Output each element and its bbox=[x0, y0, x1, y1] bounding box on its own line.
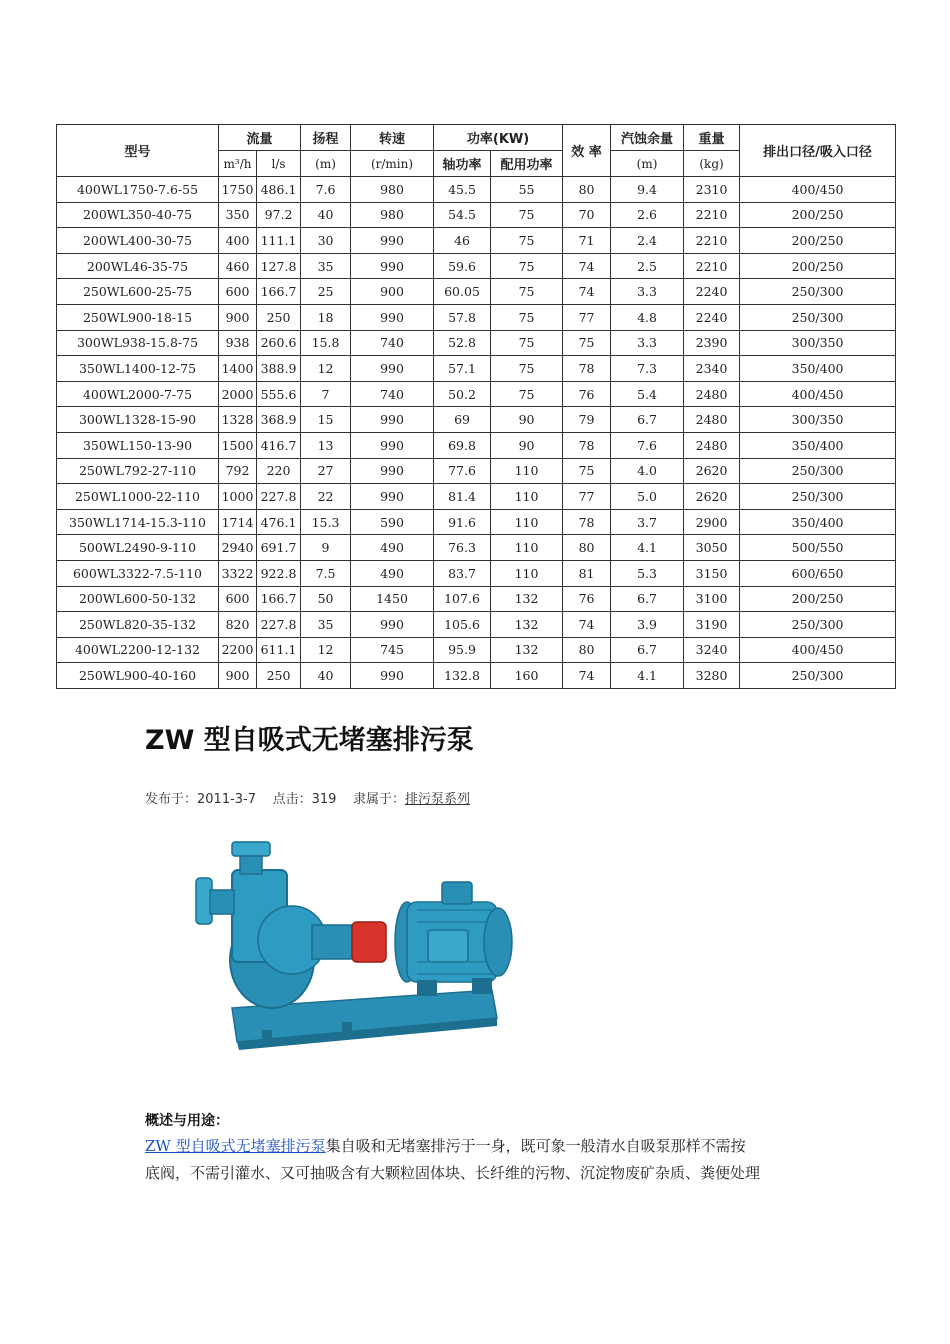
table-cell: 486.1 bbox=[257, 177, 301, 203]
table-cell: 107.6 bbox=[434, 586, 491, 612]
table-cell: 2390 bbox=[684, 330, 740, 356]
table-cell: 81 bbox=[563, 560, 611, 586]
table-cell: 3190 bbox=[684, 612, 740, 638]
table-cell: 250WL1000-22-110 bbox=[57, 484, 219, 510]
table-cell: 250 bbox=[257, 304, 301, 330]
table-cell: 416.7 bbox=[257, 432, 301, 458]
table-cell: 2240 bbox=[684, 304, 740, 330]
table-cell: 3.9 bbox=[611, 612, 684, 638]
table-cell: 57.1 bbox=[434, 356, 491, 382]
table-cell: 3.3 bbox=[611, 330, 684, 356]
table-cell: 590 bbox=[351, 509, 434, 535]
table-cell: 400 bbox=[219, 228, 257, 254]
table-cell: 70 bbox=[563, 202, 611, 228]
table-cell: 95.9 bbox=[434, 637, 491, 663]
table-cell: 2310 bbox=[684, 177, 740, 203]
table-row bbox=[57, 202, 896, 228]
table-cell: 50.2 bbox=[434, 381, 491, 407]
table-cell: 79 bbox=[563, 407, 611, 433]
table-cell: 22 bbox=[301, 484, 351, 510]
table-cell: 166.7 bbox=[257, 586, 301, 612]
table-cell: 460 bbox=[219, 253, 257, 279]
table-cell: 980 bbox=[351, 177, 434, 203]
table-cell: 2240 bbox=[684, 279, 740, 305]
header-speed: 转速 bbox=[351, 125, 434, 151]
table-cell: 250/300 bbox=[740, 304, 896, 330]
table-cell: 400/450 bbox=[740, 637, 896, 663]
table-cell: 745 bbox=[351, 637, 434, 663]
table-cell: 75 bbox=[491, 356, 563, 382]
table-cell: 57.8 bbox=[434, 304, 491, 330]
header-npsh-unit: (m) bbox=[611, 151, 684, 177]
table-cell: 3.3 bbox=[611, 279, 684, 305]
table-cell: 27 bbox=[301, 458, 351, 484]
table-cell: 400/450 bbox=[740, 177, 896, 203]
table-cell: 74 bbox=[563, 663, 611, 689]
table-cell: 500WL2490-9-110 bbox=[57, 535, 219, 561]
table-cell: 300/350 bbox=[740, 330, 896, 356]
table-cell: 91.6 bbox=[434, 509, 491, 535]
table-cell: 490 bbox=[351, 560, 434, 586]
table-cell: 3322 bbox=[219, 560, 257, 586]
table-cell: 5.0 bbox=[611, 484, 684, 510]
table-cell: 81.4 bbox=[434, 484, 491, 510]
table-cell: 52.8 bbox=[434, 330, 491, 356]
table-cell: 792 bbox=[219, 458, 257, 484]
table-cell: 50 bbox=[301, 586, 351, 612]
table-cell: 350WL1714-15.3-110 bbox=[57, 509, 219, 535]
header-flow-unit-ls: l/s bbox=[257, 151, 301, 177]
table-cell: 2620 bbox=[684, 458, 740, 484]
table-cell: 250/300 bbox=[740, 663, 896, 689]
header-shaft-power: 轴功率 bbox=[434, 151, 491, 177]
table-cell: 990 bbox=[351, 304, 434, 330]
table-cell: 75 bbox=[491, 304, 563, 330]
table-cell: 250WL600-25-75 bbox=[57, 279, 219, 305]
table-row bbox=[57, 509, 896, 535]
table-cell: 7.6 bbox=[301, 177, 351, 203]
table-cell: 54.5 bbox=[434, 202, 491, 228]
table-cell: 110 bbox=[491, 458, 563, 484]
table-cell: 75 bbox=[491, 279, 563, 305]
table-cell: 3100 bbox=[684, 586, 740, 612]
table-cell: 350/400 bbox=[740, 509, 896, 535]
table-row bbox=[57, 279, 896, 305]
table-cell: 740 bbox=[351, 381, 434, 407]
table-cell: 1714 bbox=[219, 509, 257, 535]
table-cell: 77.6 bbox=[434, 458, 491, 484]
table-cell: 555.6 bbox=[257, 381, 301, 407]
table-cell: 2.6 bbox=[611, 202, 684, 228]
table-cell: 990 bbox=[351, 407, 434, 433]
table-row bbox=[57, 304, 896, 330]
table-cell: 75 bbox=[563, 330, 611, 356]
table-cell: 900 bbox=[219, 304, 257, 330]
table-cell: 740 bbox=[351, 330, 434, 356]
table-cell: 200WL46-35-75 bbox=[57, 253, 219, 279]
table-row bbox=[57, 253, 896, 279]
table-cell: 400WL2200-12-132 bbox=[57, 637, 219, 663]
table-cell: 90 bbox=[491, 407, 563, 433]
table-row bbox=[57, 586, 896, 612]
table-cell: 13 bbox=[301, 432, 351, 458]
table-cell: 250WL900-18-15 bbox=[57, 304, 219, 330]
table-row bbox=[57, 177, 896, 203]
table-cell: 77 bbox=[563, 304, 611, 330]
table-cell: 990 bbox=[351, 432, 434, 458]
table-cell: 388.9 bbox=[257, 356, 301, 382]
overview-paragraph bbox=[145, 1133, 825, 1187]
table-cell: 350WL150-13-90 bbox=[57, 432, 219, 458]
table-cell: 990 bbox=[351, 228, 434, 254]
table-cell: 160 bbox=[491, 663, 563, 689]
table-cell: 250/300 bbox=[740, 279, 896, 305]
table-cell: 2000 bbox=[219, 381, 257, 407]
table-cell: 110 bbox=[491, 509, 563, 535]
header-weight-unit: (kg) bbox=[684, 151, 740, 177]
table-cell: 80 bbox=[563, 535, 611, 561]
table-cell: 2210 bbox=[684, 228, 740, 254]
table-cell: 12 bbox=[301, 637, 351, 663]
table-cell: 74 bbox=[563, 279, 611, 305]
table-row bbox=[57, 432, 896, 458]
table-cell: 350 bbox=[219, 202, 257, 228]
table-cell: 2480 bbox=[684, 381, 740, 407]
table-cell: 80 bbox=[563, 177, 611, 203]
table-cell: 7.6 bbox=[611, 432, 684, 458]
header-head: 扬程 bbox=[301, 125, 351, 151]
table-cell: 75 bbox=[491, 228, 563, 254]
table-cell: 250WL900-40-160 bbox=[57, 663, 219, 689]
table-cell: 7.5 bbox=[301, 560, 351, 586]
table-row bbox=[57, 458, 896, 484]
table-cell: 1400 bbox=[219, 356, 257, 382]
table-cell: 6.7 bbox=[611, 637, 684, 663]
table-cell: 250/300 bbox=[740, 484, 896, 510]
table-cell: 25 bbox=[301, 279, 351, 305]
table-cell: 40 bbox=[301, 202, 351, 228]
table-cell: 980 bbox=[351, 202, 434, 228]
table-cell: 59.6 bbox=[434, 253, 491, 279]
table-cell: 250/300 bbox=[740, 612, 896, 638]
table-row bbox=[57, 381, 896, 407]
table-cell: 250WL820-35-132 bbox=[57, 612, 219, 638]
table-cell: 300WL938-15.8-75 bbox=[57, 330, 219, 356]
table-body bbox=[57, 177, 896, 689]
table-cell: 350/400 bbox=[740, 356, 896, 382]
table-cell: 990 bbox=[351, 484, 434, 510]
table-cell: 250WL792-27-110 bbox=[57, 458, 219, 484]
table-cell: 55 bbox=[491, 177, 563, 203]
table-cell: 1000 bbox=[219, 484, 257, 510]
table-cell: 1328 bbox=[219, 407, 257, 433]
table-cell: 76 bbox=[563, 381, 611, 407]
table-cell: 400WL1750-7.6-55 bbox=[57, 177, 219, 203]
header-diameter: 排出口径/吸入口径 bbox=[740, 125, 896, 177]
table-cell: 76 bbox=[563, 586, 611, 612]
table-cell: 938 bbox=[219, 330, 257, 356]
table-cell: 600 bbox=[219, 586, 257, 612]
table-cell: 200/250 bbox=[740, 228, 896, 254]
table-cell: 500/550 bbox=[740, 535, 896, 561]
table-cell: 3150 bbox=[684, 560, 740, 586]
table-row bbox=[57, 535, 896, 561]
table-cell: 83.7 bbox=[434, 560, 491, 586]
table-row bbox=[57, 330, 896, 356]
table-cell: 4.1 bbox=[611, 535, 684, 561]
published-date: 2011-3-7 bbox=[197, 792, 257, 807]
table-cell: 200WL350-40-75 bbox=[57, 202, 219, 228]
table-cell: 200/250 bbox=[740, 586, 896, 612]
table-cell: 6.7 bbox=[611, 586, 684, 612]
paragraph-line-2: 底阀，不需引灌水、又可抽吸含有大颗粒固体块、长纤维的污物、沉淀物废矿杂质、粪便处理 bbox=[145, 1164, 761, 1182]
table-cell: 4.8 bbox=[611, 304, 684, 330]
table-cell: 35 bbox=[301, 253, 351, 279]
table-cell: 75 bbox=[563, 458, 611, 484]
table-cell: 35 bbox=[301, 612, 351, 638]
table-cell: 75 bbox=[491, 202, 563, 228]
table-cell: 111.1 bbox=[257, 228, 301, 254]
table-cell: 71 bbox=[563, 228, 611, 254]
table-cell: 2900 bbox=[684, 509, 740, 535]
table-cell: 3050 bbox=[684, 535, 740, 561]
table-cell: 105.6 bbox=[434, 612, 491, 638]
table-cell: 78 bbox=[563, 432, 611, 458]
table-cell: 80 bbox=[563, 637, 611, 663]
table-cell: 300/350 bbox=[740, 407, 896, 433]
table-cell: 990 bbox=[351, 458, 434, 484]
table-cell: 77 bbox=[563, 484, 611, 510]
category-link[interactable]: 排污泵系列 bbox=[404, 792, 470, 807]
table-cell: 820 bbox=[219, 612, 257, 638]
table-cell: 2.5 bbox=[611, 253, 684, 279]
table-row bbox=[57, 663, 896, 689]
table-cell: 9.4 bbox=[611, 177, 684, 203]
clicks-count: 319 bbox=[311, 792, 337, 807]
header-flow-unit-m3h: m³/h bbox=[219, 151, 257, 177]
table-cell: 45.5 bbox=[434, 177, 491, 203]
header-weight: 重量 bbox=[684, 125, 740, 151]
overview-heading: 概述与用途： bbox=[145, 1113, 229, 1129]
table-cell: 90 bbox=[491, 432, 563, 458]
table-cell: 40 bbox=[301, 663, 351, 689]
table-cell: 46 bbox=[434, 228, 491, 254]
table-row bbox=[57, 356, 896, 382]
table-cell: 5.4 bbox=[611, 381, 684, 407]
header-motor-power: 配用功率 bbox=[491, 151, 563, 177]
clicks-label: 点击： bbox=[272, 792, 312, 807]
table-row bbox=[57, 612, 896, 638]
table-cell: 69 bbox=[434, 407, 491, 433]
product-link[interactable]: ZW 型自吸式无堵塞排污泵 bbox=[145, 1137, 326, 1155]
table-cell: 600WL3322-7.5-110 bbox=[57, 560, 219, 586]
table-cell: 2210 bbox=[684, 253, 740, 279]
table-row bbox=[57, 484, 896, 510]
table-cell: 78 bbox=[563, 509, 611, 535]
pump-product-image bbox=[192, 830, 522, 1060]
table-row bbox=[57, 637, 896, 663]
table-cell: 227.8 bbox=[257, 484, 301, 510]
table-cell: 200WL600-50-132 bbox=[57, 586, 219, 612]
table-cell: 76.3 bbox=[434, 535, 491, 561]
table-cell: 132.8 bbox=[434, 663, 491, 689]
table-cell: 1450 bbox=[351, 586, 434, 612]
table-cell: 490 bbox=[351, 535, 434, 561]
table-cell: 110 bbox=[491, 484, 563, 510]
header-speed-unit: (r/min) bbox=[351, 151, 434, 177]
table-cell: 7 bbox=[301, 381, 351, 407]
table-cell: 600 bbox=[219, 279, 257, 305]
table-cell: 3.7 bbox=[611, 509, 684, 535]
table-cell: 250 bbox=[257, 663, 301, 689]
table-cell: 3240 bbox=[684, 637, 740, 663]
table-cell: 6.7 bbox=[611, 407, 684, 433]
table-cell: 922.8 bbox=[257, 560, 301, 586]
table-cell: 2620 bbox=[684, 484, 740, 510]
table-cell: 4.1 bbox=[611, 663, 684, 689]
table-cell: 2480 bbox=[684, 432, 740, 458]
table-cell: 200/250 bbox=[740, 202, 896, 228]
header-npsh: 汽蚀余量 bbox=[611, 125, 684, 151]
table-cell: 350/400 bbox=[740, 432, 896, 458]
table-cell: 200/250 bbox=[740, 253, 896, 279]
table-row bbox=[57, 228, 896, 254]
table-cell: 60.05 bbox=[434, 279, 491, 305]
table-cell: 990 bbox=[351, 612, 434, 638]
table-cell: 15.3 bbox=[301, 509, 351, 535]
table-cell: 400/450 bbox=[740, 381, 896, 407]
published-label: 发布于： bbox=[145, 792, 198, 807]
table-cell: 75 bbox=[491, 381, 563, 407]
table-cell: 132 bbox=[491, 637, 563, 663]
table-cell: 69.8 bbox=[434, 432, 491, 458]
table-cell: 7.3 bbox=[611, 356, 684, 382]
table-cell: 2200 bbox=[219, 637, 257, 663]
table-cell: 200WL400-30-75 bbox=[57, 228, 219, 254]
table-cell: 900 bbox=[219, 663, 257, 689]
article-title: ZW 型自吸式无堵塞排污泵 bbox=[145, 725, 474, 756]
table-cell: 74 bbox=[563, 612, 611, 638]
table-cell: 1500 bbox=[219, 432, 257, 458]
table-cell: 990 bbox=[351, 356, 434, 382]
header-model: 型号 bbox=[57, 125, 219, 177]
table-cell: 2210 bbox=[684, 202, 740, 228]
table-cell: 127.8 bbox=[257, 253, 301, 279]
table-cell: 15 bbox=[301, 407, 351, 433]
table-cell: 30 bbox=[301, 228, 351, 254]
table-cell: 220 bbox=[257, 458, 301, 484]
table-cell: 990 bbox=[351, 663, 434, 689]
table-cell: 9 bbox=[301, 535, 351, 561]
article-meta bbox=[145, 788, 470, 807]
table-cell: 4.0 bbox=[611, 458, 684, 484]
table-cell: 2480 bbox=[684, 407, 740, 433]
table-cell: 1750 bbox=[219, 177, 257, 203]
table-cell: 12 bbox=[301, 356, 351, 382]
table-cell: 476.1 bbox=[257, 509, 301, 535]
header-flow: 流量 bbox=[219, 125, 301, 151]
table-cell: 18 bbox=[301, 304, 351, 330]
table-cell: 78 bbox=[563, 356, 611, 382]
table-cell: 15.8 bbox=[301, 330, 351, 356]
header-power: 功率(KW) bbox=[434, 125, 563, 151]
pump-spec-table bbox=[56, 124, 896, 689]
table-row bbox=[57, 407, 896, 433]
table-cell: 166.7 bbox=[257, 279, 301, 305]
table-cell: 110 bbox=[491, 535, 563, 561]
table-cell: 2340 bbox=[684, 356, 740, 382]
table-cell: 132 bbox=[491, 612, 563, 638]
table-cell: 75 bbox=[491, 253, 563, 279]
table-cell: 350WL1400-12-75 bbox=[57, 356, 219, 382]
category-label: 隶属于： bbox=[352, 792, 405, 807]
table-cell: 400WL2000-7-75 bbox=[57, 381, 219, 407]
table-cell: 132 bbox=[491, 586, 563, 612]
header-efficiency: 效 率 bbox=[563, 125, 611, 177]
table-cell: 691.7 bbox=[257, 535, 301, 561]
table-cell: 300WL1328-15-90 bbox=[57, 407, 219, 433]
table-cell: 2940 bbox=[219, 535, 257, 561]
table-cell: 3280 bbox=[684, 663, 740, 689]
table-cell: 900 bbox=[351, 279, 434, 305]
table-cell: 75 bbox=[491, 330, 563, 356]
table-cell: 368.9 bbox=[257, 407, 301, 433]
table-cell: 600/650 bbox=[740, 560, 896, 586]
table-cell: 227.8 bbox=[257, 612, 301, 638]
table-cell: 2.4 bbox=[611, 228, 684, 254]
table-cell: 611.1 bbox=[257, 637, 301, 663]
table-cell: 990 bbox=[351, 253, 434, 279]
table-cell: 5.3 bbox=[611, 560, 684, 586]
table-cell: 74 bbox=[563, 253, 611, 279]
paragraph-line-1: 集自吸和无堵塞排污于一身，既可象一般清水自吸泵那样不需按 bbox=[325, 1137, 746, 1155]
header-head-unit: (m) bbox=[301, 151, 351, 177]
table-cell: 97.2 bbox=[257, 202, 301, 228]
table-row bbox=[57, 560, 896, 586]
table-cell: 250/300 bbox=[740, 458, 896, 484]
table-cell: 110 bbox=[491, 560, 563, 586]
table-cell: 260.6 bbox=[257, 330, 301, 356]
